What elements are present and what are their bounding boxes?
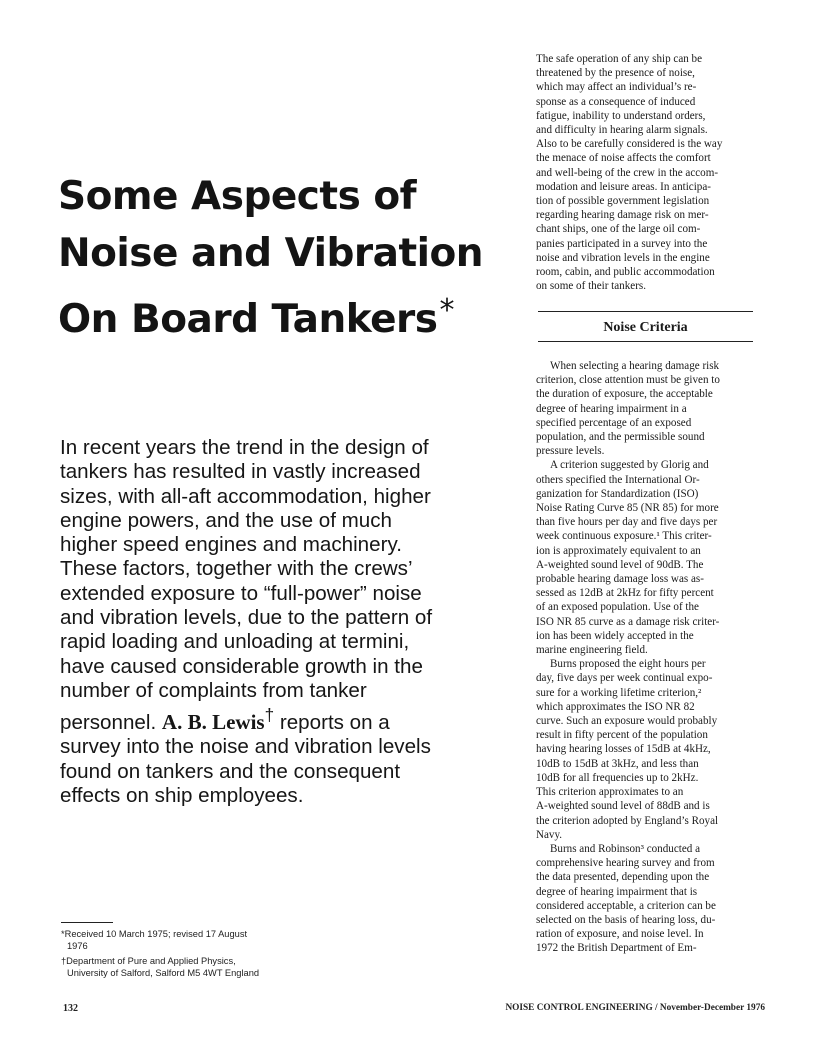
body-line: threatened by the presence of noise, [536, 67, 695, 80]
abstract [60, 436, 485, 808]
abstract-line: extended exposure to “full-power” noise [60, 581, 422, 605]
body-line: panies participated in a survey into the [536, 237, 708, 250]
abstract-line: found on tankers and the consequent [60, 759, 401, 783]
body-line: sessed as 12dB at 2kHz for fifty percent [536, 587, 714, 600]
body-line: This criterion approximates to an [536, 786, 684, 799]
body-line: room, cabin, and public accommodation [536, 266, 715, 279]
abstract-line: effects on ship employees. [60, 784, 304, 808]
body-line: degree of hearing impairment in a [536, 402, 687, 415]
body-line: day, five days per week continual expo- [536, 672, 713, 685]
body-line: Also to be carefully considered is the way [536, 138, 723, 151]
footnote-received [61, 929, 311, 952]
body-line: the menace of noise affects the comfort [536, 152, 711, 165]
body-line: than five hours per day and five days per [536, 516, 718, 529]
body-line: having hearing losses of 15dB at 4kHz, [536, 743, 711, 756]
body-line: ISO NR 85 curve as a damage risk criter- [536, 615, 720, 628]
abstract-line: higher speed engines and machinery. [60, 533, 402, 557]
abstract-line: and vibration levels, due to the pattern of [60, 606, 433, 630]
body-line: When selecting a hearing damage risk [550, 360, 720, 372]
body-line: ganization for Standardization (ISO) [536, 487, 699, 500]
intro-paragraph [536, 52, 755, 293]
body-line: result in fifty percent of the population [536, 729, 708, 742]
body-line: degree of hearing impairment that is [536, 885, 698, 898]
footnote-line: 1976 [67, 940, 88, 951]
body-line: The safe operation of any ship can be [536, 53, 703, 65]
body-line: and difficulty in hearing alarm signals. [536, 124, 708, 137]
abstract-line [60, 703, 485, 735]
abstract-line: engine powers, and the use of much [60, 508, 393, 532]
body-line: 10dB to 15dB at 3kHz, and less than [536, 757, 699, 770]
title-line-text: On Board Tankers [58, 297, 438, 342]
article-title [58, 168, 498, 348]
body-line: regarding hearing damage risk on mer- [536, 209, 709, 222]
body-line: comprehensive hearing survey and from [536, 857, 715, 870]
body-line: fatigue, inability to understand orders, [536, 109, 706, 122]
body-line: A-weighted sound level of 90dB. The [536, 558, 704, 571]
section-body [536, 359, 755, 956]
body-line: noise and vibration levels in the engine [536, 251, 710, 264]
footnotes [61, 929, 311, 984]
abstract-text: reports on a [274, 711, 390, 735]
body-line: Navy. [536, 828, 563, 841]
body-line: considered acceptable, a criterion can be [536, 899, 716, 912]
body-line: sponse as a consequence of induced [536, 95, 696, 108]
footnote-line: †Department of Pure and Applied Physics, [61, 956, 236, 967]
footnote-divider [61, 922, 113, 923]
body-line: the duration of exposure, the acceptable [536, 388, 713, 401]
body-line: week continuous exposure.¹ This criter- [536, 530, 712, 543]
body-line: selected on the basis of hearing loss, du- [536, 913, 716, 926]
title-line: Some Aspects of [58, 174, 417, 219]
body-line: ration of exposure, and noise level. In [536, 928, 704, 941]
body-line: others specified the International Or- [536, 473, 700, 486]
body-line: specified percentage of an exposed [536, 416, 692, 429]
footnote-line: *Received 10 March 1975; revised 17 August [61, 929, 248, 939]
journal-footer: NOISE CONTROL ENGINEERING / November-December 1976 [505, 1003, 765, 1013]
body-line: marine engineering field. [536, 644, 648, 657]
body-line: the criterion adopted by England’s Royal [536, 814, 719, 827]
body-line: 1972 the British Department of Em- [536, 942, 697, 955]
abstract-line: These factors, together with the crews’ [60, 557, 413, 581]
body-line: Noise Rating Curve 85 (NR 85) for more [536, 502, 719, 515]
title-line: Noise and Vibration [58, 231, 484, 276]
body-line: the data presented, depending upon the [536, 871, 710, 884]
body-line: ion has been widely accepted in the [536, 629, 694, 642]
footnote-line: University of Salford, Salford M5 4WT England [67, 968, 260, 979]
page-number: 132 [63, 1003, 78, 1014]
abstract-line: rapid loading and unloading at termini, [60, 630, 410, 654]
body-line: ion is approximately equivalent to an [536, 544, 701, 557]
abstract-line: survey into the noise and vibration levels [60, 735, 431, 759]
section-heading: Noise Criteria [538, 311, 753, 342]
abstract-line: In recent years the trend in the design of [60, 436, 429, 459]
author-name: A. B. Lewis [161, 710, 265, 735]
body-line: curve. Such an exposure would probably [536, 715, 718, 728]
author-footnote-mark: † [264, 705, 275, 726]
body-line: criterion, close attention must be given to [536, 374, 720, 387]
body-line: Burns and Robinson³ conducted a [550, 842, 700, 855]
abstract-line: tankers has resulted in vastly increased [60, 460, 421, 484]
abstract-line: number of complaints from tanker [60, 678, 367, 702]
title-footnote-mark: * [439, 293, 455, 328]
body-line: probable hearing damage loss was as- [536, 573, 704, 586]
body-line: on some of their tankers. [536, 280, 646, 293]
body-line: of an exposed population. Use of the [536, 601, 699, 614]
body-line: 10dB for all frequencies up to 2kHz. [536, 771, 699, 784]
abstract-line: have caused considerable growth in the [60, 654, 423, 678]
title-line [58, 282, 498, 348]
abstract-text: personnel. [60, 711, 162, 735]
abstract-line: sizes, with all-aft accommodation, higher [60, 484, 431, 508]
body-line: chant ships, one of the large oil com- [536, 223, 701, 236]
body-line: population, and the permissible sound [536, 431, 705, 444]
body-line: which approximates the ISO NR 82 [536, 700, 695, 713]
body-line: Burns proposed the eight hours per [550, 658, 706, 671]
body-line: A-weighted sound level of 88dB and is [536, 800, 710, 813]
footnote-affiliation [61, 956, 311, 979]
body-line: sure for a working lifetime criterion,² [536, 686, 702, 699]
body-line: A criterion suggested by Glorig and [550, 459, 709, 472]
body-line: pressure levels. [536, 445, 605, 458]
body-line: modation and leisure areas. In anticipa- [536, 180, 711, 193]
body-line: and well-being of the crew in the accom- [536, 166, 719, 179]
body-line: tion of possible government legislation [536, 195, 710, 208]
body-line: which may affect an individual’s re- [536, 81, 697, 94]
